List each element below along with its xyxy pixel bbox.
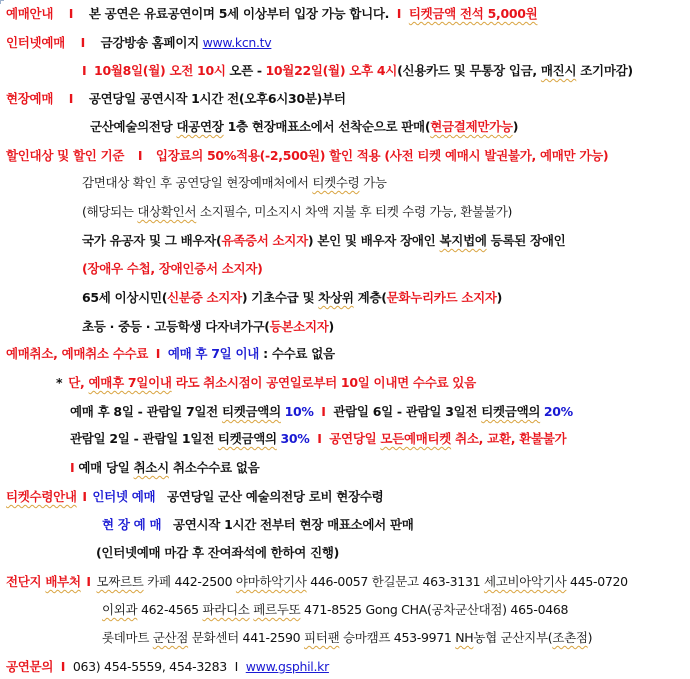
separator: I — [70, 460, 75, 475]
fee-row-1 — [70, 400, 573, 424]
close-sold-out: 매진시 — [540, 63, 577, 78]
discount-detail-text: 감면대상 확인 후 공연당일 현장예매처에서 — [82, 175, 313, 190]
discount-detail-tail: 가능 — [359, 175, 387, 190]
ticket-price: 티켓금액 전석 5,000원 — [408, 6, 538, 21]
reservation-text: 본 공연은 유료공연이며 5세 이상부터 입장 가능 합니다. — [88, 6, 390, 21]
venue: NH — [455, 630, 474, 645]
separator: I — [137, 148, 143, 163]
basic-welfare-text: ) 기초수급 및 — [241, 290, 319, 305]
seniors-row — [82, 286, 502, 310]
venue: 이외과 — [102, 602, 138, 617]
inquiry-phone: 063) 454-5559, 454-3283 — [72, 659, 227, 674]
onsite-venue-row — [90, 115, 518, 139]
near-poverty: 차상위 — [318, 290, 354, 305]
onsite-text: 공연당일 공연시작 1시간 전(오후6시30분)부터 — [88, 91, 346, 106]
fee3-percent: 30% — [280, 431, 310, 446]
venue: 조촌점 — [552, 630, 588, 645]
venue-phone: 445-0720 — [566, 574, 628, 589]
cancel-row — [6, 342, 335, 366]
fee3-text: 관람일 2일 - 관람일 1일전 — [70, 431, 218, 446]
reservation-row — [6, 2, 537, 26]
class-text: 계층( — [353, 290, 387, 305]
pickup-row — [6, 485, 383, 509]
separator: I — [80, 35, 85, 50]
discount-note-row — [82, 200, 512, 224]
same-day-text: 예매 당일 — [78, 460, 134, 475]
ticket-price-of: 티켓금액의 — [481, 404, 541, 419]
discount-text: 입장료의 50%적용(-2,500원) 할인 적용 (사전 티켓 예매시 발권불가, 예매만 가능) — [155, 148, 609, 163]
veterans-row — [82, 229, 565, 253]
internet-text: 금강방송 홈페이지 — [100, 35, 199, 50]
welfare-law: 복지법에 — [439, 233, 487, 248]
paren: ) — [328, 319, 334, 334]
venue-phone: 카페 442-2500 — [143, 574, 236, 589]
separator: I — [60, 659, 66, 674]
venue: 롯데마트 — [102, 630, 153, 645]
inquiry-label: 공연문의 — [6, 659, 54, 674]
no-refund-text: 취소, 교환, 환불불가 — [451, 431, 567, 446]
eligibility-cert: 대상확인서 — [137, 204, 197, 219]
same-day-tail: 취소수수료 없음 — [168, 460, 260, 475]
fee2-percent: 20% — [543, 404, 573, 419]
venue: 세고비아악기사 — [483, 574, 567, 589]
venue-phone: 승마캠프 453-9971 — [339, 630, 456, 645]
onsite-label: 현장예매 — [6, 91, 54, 106]
separator: I — [68, 6, 74, 21]
venue: 페르두또 — [253, 602, 301, 617]
pickup-onsite-row — [102, 513, 414, 537]
venue: 모짜르트 — [96, 574, 144, 589]
students-text: 초등 · 중등 · 고등학생 다자녀가구( — [82, 319, 270, 334]
onsite-venue-text: 군산예술의전당 — [90, 119, 177, 134]
ticket-pickup: 티켓수령 — [312, 175, 360, 190]
distribution-row-1 — [6, 570, 628, 594]
distribution-list-1 — [96, 574, 627, 589]
onsite-booking-label: 현 장 예 매 — [102, 517, 162, 532]
internet-label: 인터넷예매 — [6, 35, 65, 50]
onsite-venue-text-2: 1층 현장매표소에서 선착순으로 판매( — [223, 119, 431, 134]
paren: ) — [496, 290, 503, 305]
disabled-tail: 등록된 장애인 — [486, 233, 566, 248]
open-text: 오픈 - — [229, 63, 262, 78]
distribution-row-2 — [102, 598, 568, 622]
inquiry-row — [6, 655, 329, 679]
asterisk: * — [56, 375, 63, 390]
internet-schedule-row — [82, 59, 633, 83]
venue-phone: 문화센터 441-2590 — [188, 630, 305, 645]
internet-booking-label: 인터넷 예매 — [92, 489, 156, 504]
id-card-holder: 신분증 소지자 — [167, 290, 242, 305]
fee2-text: 관람일 6일 - 관람일 3일전 — [333, 404, 482, 419]
seniors-text: 65세 이상시민( — [82, 290, 168, 305]
same-day-cancel-row — [70, 456, 259, 480]
students-row — [82, 315, 334, 339]
close-date: 10월22일(월) 오후 4시 — [265, 63, 398, 78]
fee-row-2 — [70, 427, 566, 451]
separator: I — [155, 346, 161, 361]
separator: I — [234, 659, 239, 674]
fee1-text: 예매 후 8일 - 관람일 7일전 — [70, 404, 222, 419]
pickup-note-row — [96, 541, 339, 565]
venue: 파라디소 — [202, 602, 250, 617]
onsite-hall: 대공연장 — [176, 119, 224, 134]
separator: I — [86, 574, 91, 589]
paren: ) — [512, 119, 519, 134]
gsphil-website-link[interactable]: www.gsphil.kr — [245, 659, 329, 674]
venue: 군산점 — [152, 630, 189, 645]
veterans-cert: 유족증서 소지자 — [221, 233, 308, 248]
distribution-label-sq: 배부처 — [45, 574, 81, 589]
onsite-row — [6, 87, 346, 111]
separator: I — [317, 431, 322, 446]
when-cancelled: 취소시 — [133, 460, 169, 475]
discount-row — [6, 144, 608, 168]
culture-card-holder: 문화누리카드 소지자 — [386, 290, 497, 305]
pickup-note: (인터넷예매 마감 후 잔여좌석에 한하여 진행) — [96, 545, 340, 560]
venue-phone: 471-8525 Gong CHA(공차군산대점) 465-0468 — [300, 602, 569, 617]
separator: I — [82, 63, 87, 78]
disabled-cert-row — [82, 257, 263, 281]
internet-row — [6, 31, 271, 55]
close-text: (신용카드 및 무통장 입금, — [397, 63, 541, 78]
ticket-price-of: 티켓금액의 — [217, 431, 277, 446]
disabled-text: ) 본인 및 배우자 장애인 — [307, 233, 440, 248]
performance-day-text: 공연당일 — [329, 431, 381, 446]
within-7-days: 예매후 7일이내 — [88, 375, 172, 390]
document-corner-mark — [0, 0, 4, 4]
close-tail: 조기마감) — [576, 63, 633, 78]
cash-only-note: 현금결제만가능 — [430, 119, 513, 134]
cancel-label: 예매취소, 예매취소 수수료 — [6, 346, 149, 361]
discount-note-tail: 소지필수, 미소지시 차액 지불 후 티켓 수령 가능, 환불불가) — [196, 204, 513, 219]
venue: 농협 군산지부( — [473, 630, 553, 645]
paren: ) — [587, 630, 593, 645]
cancel-note-text: 단, — [68, 375, 89, 390]
separator: I — [321, 404, 326, 419]
cancel-note-tail: 라도 취소시점이 공연일로부터 10일 이내면 수수료 있음 — [171, 375, 476, 390]
family-register-holder: 등본소지자 — [269, 319, 329, 334]
venue: 야마하악기사 — [235, 574, 307, 589]
internet-pickup-text: 공연당일 군산 예술의전당 로비 현장수령 — [167, 489, 384, 504]
fee1-percent: 10% — [284, 404, 314, 419]
reservation-label: 예매안내 — [6, 6, 54, 21]
separator: I — [68, 91, 74, 106]
distribution-row-3 — [102, 626, 592, 650]
separator: I — [82, 489, 87, 504]
venue: 피터팬 — [304, 630, 340, 645]
kcn-homepage-link[interactable]: www.kcn.tv — [202, 35, 272, 50]
discount-detail-row — [82, 171, 387, 195]
pickup-label: 티켓수령안내 — [6, 489, 77, 504]
ticket-price-of: 티켓금액의 — [221, 404, 281, 419]
cancel-note-row — [56, 371, 476, 395]
cancel-period: 예매 후 7일 이내 — [167, 346, 260, 361]
onsite-pickup-text: 공연시작 1시간 전부터 현장 매표소에서 판매 — [172, 517, 414, 532]
distribution-label: 전단지 — [6, 574, 46, 589]
all-tickets: 모든예매티켓 — [380, 431, 452, 446]
discount-note-text: (해당되는 — [82, 204, 138, 219]
separator: I — [396, 6, 402, 21]
discount-label: 할인대상 및 할인 기준 — [6, 148, 125, 163]
veterans-text: 국가 유공자 및 그 배우자( — [82, 233, 222, 248]
venue-phone: 446-0057 한길문고 463-3131 — [306, 574, 484, 589]
venue-phone: 462-4565 — [137, 602, 203, 617]
disabled-cert: (장애우 수첩, 장애인증서 소지자) — [82, 261, 263, 276]
open-date: 10월8일(월) 오전 10시 — [94, 63, 226, 78]
cancel-text: : 수수료 없음 — [259, 346, 335, 361]
